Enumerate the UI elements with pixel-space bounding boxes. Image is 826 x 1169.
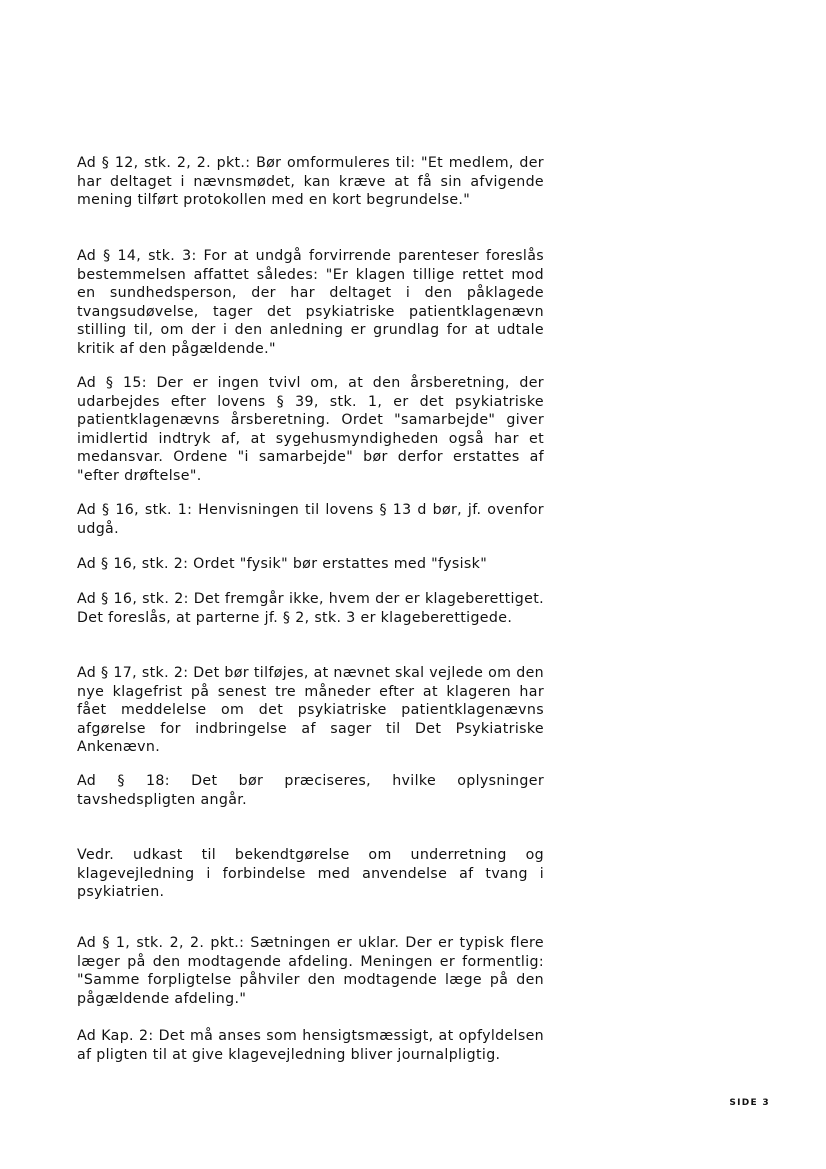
paragraph-ad-kap-2: Ad Kap. 2: Det må anses som hensigtsmæssigt, at opfyldelsen af pligten til at give klagevejledning bliver journalpligtig. xyxy=(77,1028,544,1063)
page-number: SIDE 3 xyxy=(729,1098,770,1108)
paragraph-ad-15: Ad § 15: Der er ingen tvivl om, at den årsberetning, der udarbejdes efter lovens § 39, stk. 1, er det psykiatriske patientklagenævns årsberetning. Ordet "samarbejde" giver imidlertid indtryk af, at sygehusmyndigheden også har et medansvar. Ordene "i samarbejde" bør derfor erstattes af "efter drøftelse". xyxy=(77,375,544,484)
paragraph-ad-16-stk2-klageberettiget: Ad § 16, stk. 2: Det fremgår ikke, hvem der er klageberettiget. Det foreslås, at parterne jf. § 2, stk. 3 er klageberettigede. xyxy=(77,591,544,626)
paragraph-ad-12: Ad § 12, stk. 2, 2. pkt.: Bør omformuleres til: "Et medlem, der har deltaget i nævnsmødet, kan kræve at få sin afvigende mening tilført protokollen med en kort begrundelse." xyxy=(77,155,544,209)
paragraph-ad-16-stk2-fysik: Ad § 16, stk. 2: Ordet "fysik" bør erstattes med "fysisk" xyxy=(77,556,488,572)
paragraph-ad-17: Ad § 17, stk. 2: Det bør tilføjes, at nævnet skal vejlede om den nye klagefrist på senest tre måneder efter at klageren har fået meddelelse om det psykiatriske patientklagenævns afgørelse for indbringelse af sager til Det Psykiatriske Ankenævn. xyxy=(77,665,544,756)
paragraph-vedr-udkast: Vedr. udkast til bekendtgørelse om underretning og klagevejledning i forbindelse med anvendelse af tvang i psykiatrien. xyxy=(77,847,544,901)
paragraph-ad-14: Ad § 14, stk. 3: For at undgå forvirrende parenteser foreslås bestemmelsen affattet således: "Er klagen tillige rettet mod en sundhedsperson, der har deltaget i den påklagede tvangsudøvelse, tager det psykiatriske patientklagenævn stilling til, om der i den anledning er grundlag for at udtale kritik af den pågældende." xyxy=(77,248,544,357)
paragraph-ad-18: Ad § 18: Det bør præciseres, hvilke oplysninger tavshedspligten angår. xyxy=(77,773,544,808)
paragraph-ad-16-stk1: Ad § 16, stk. 1: Henvisningen til lovens § 13 d bør, jf. ovenfor udgå. xyxy=(77,502,544,537)
paragraph-ad-1: Ad § 1, stk. 2, 2. pkt.: Sætningen er uklar. Der er typisk flere læger på den modtagende afdeling. Meningen er formentlig: "Samme forpligtelse påhviler den modtagende læge på den pågældende afdeling." xyxy=(77,935,544,1007)
